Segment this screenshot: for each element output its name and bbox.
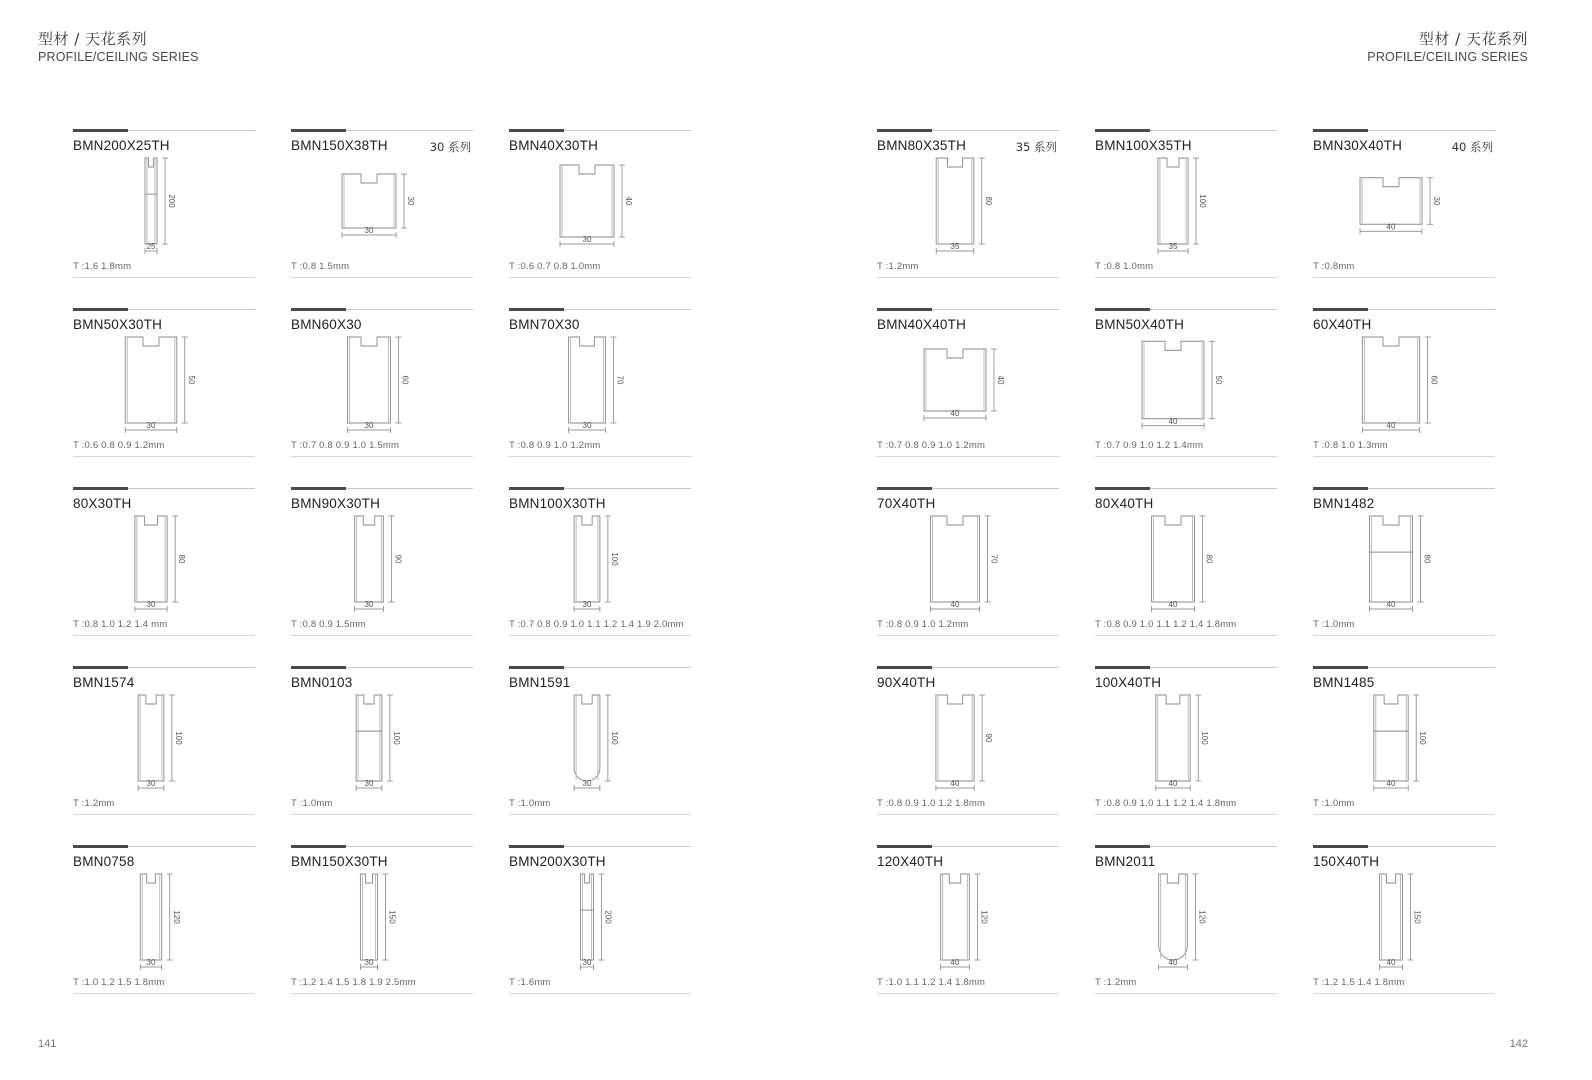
profile-cross-section-drawing — [877, 514, 1059, 618]
profile-code: BMN200X30TH — [509, 854, 606, 869]
height-dimension-label: 120 — [171, 910, 181, 924]
card-bottom-rule — [1313, 814, 1495, 815]
profile-cross-section-drawing — [1313, 514, 1495, 618]
profile-code: BMN90X30TH — [291, 496, 381, 511]
height-dimension-label: 100 — [1418, 731, 1428, 745]
thickness-spec: T :1.2mm — [73, 798, 115, 809]
height-dimension-label: 80 — [1204, 554, 1214, 564]
card-top-accent — [1313, 129, 1368, 132]
profile-card — [291, 488, 473, 636]
card-top-accent — [877, 845, 932, 848]
height-dimension-label: 100 — [173, 731, 183, 745]
thickness-spec: T :1.0 1.1 1.2 1.4 1.8mm — [877, 977, 986, 988]
width-dimension-label: 30 — [146, 779, 156, 788]
card-bottom-rule — [1313, 635, 1495, 636]
height-dimension-label: 30 — [406, 196, 415, 206]
thickness-spec: T :1.0 1.2 1.5 1.8mm — [73, 977, 165, 988]
thickness-spec: T :0.8 1.0mm — [1095, 261, 1154, 272]
profile-card — [1313, 309, 1495, 457]
profile-code: BMN1485 — [1313, 675, 1375, 690]
profile-outline — [342, 174, 396, 228]
width-dimension-label: 40 — [950, 958, 960, 967]
height-dimension-label: 100 — [609, 552, 619, 566]
thickness-spec: T :0.6 0.8 0.9 1.2mm — [73, 440, 165, 451]
thickness-spec: T :1.0mm — [1313, 619, 1355, 630]
width-dimension-label: 40 — [1386, 958, 1396, 967]
profile-cross-section-drawing — [1313, 156, 1495, 260]
card-top-accent — [73, 845, 128, 848]
height-dimension-label: 30 — [1432, 196, 1441, 206]
card-bottom-rule — [291, 814, 473, 815]
profile-card — [73, 846, 255, 994]
card-bottom-rule — [877, 277, 1059, 278]
profile-outline — [348, 337, 391, 423]
profile-outline — [1360, 178, 1422, 225]
header-title-en: PROFILE/CEILING SERIES — [38, 50, 199, 64]
profile-card — [291, 309, 473, 457]
width-dimension-label: 40 — [1386, 779, 1396, 788]
width-dimension-label: 30 — [364, 779, 374, 788]
card-bottom-rule — [877, 814, 1059, 815]
profile-outline — [574, 695, 600, 781]
thickness-spec: T :0.8 0.9 1.0 1.2mm — [877, 619, 969, 630]
profile-code: BMN60X30 — [291, 317, 362, 332]
width-dimension-label: 30 — [364, 421, 374, 430]
profile-cross-section-drawing — [509, 514, 691, 618]
card-top-accent — [291, 129, 346, 132]
profile-outline — [574, 516, 600, 602]
thickness-spec: T :1.0mm — [509, 798, 551, 809]
profile-cross-section-drawing — [1313, 693, 1495, 797]
width-dimension-label: 30 — [146, 600, 156, 609]
profile-code: 60X40TH — [1313, 317, 1372, 332]
thickness-spec: T :0.8 1.0 1.3mm — [1313, 440, 1388, 451]
card-top-accent — [291, 845, 346, 848]
profile-card — [877, 309, 1059, 457]
height-dimension-label: 50 — [1214, 375, 1223, 385]
profile-cross-section-drawing — [73, 872, 255, 976]
card-top-accent — [877, 487, 932, 490]
profile-code: BMN30X40TH — [1313, 138, 1403, 153]
profile-outline — [924, 349, 986, 411]
card-top-accent — [1313, 308, 1368, 311]
profile-outline — [1380, 874, 1403, 960]
profile-code: BMN1591 — [509, 675, 571, 690]
width-dimension-label: 30 — [582, 958, 592, 967]
height-dimension-label: 200 — [603, 910, 613, 924]
profile-cross-section-drawing — [1313, 335, 1495, 439]
height-dimension-label: 50 — [186, 375, 196, 385]
height-dimension-label: 150 — [1412, 910, 1422, 924]
profile-outline — [936, 695, 974, 781]
profile-card — [509, 846, 691, 994]
thickness-spec: T :0.7 0.9 1.0 1.2 1.4mm — [1095, 440, 1204, 451]
height-dimension-label: 90 — [393, 554, 403, 564]
profile-cross-section-drawing — [877, 872, 1059, 976]
height-dimension-label: 100 — [1198, 194, 1208, 208]
profile-outline — [941, 874, 970, 960]
thickness-spec: T :0.8 0.9 1.0 1.2mm — [509, 440, 601, 451]
thickness-spec: T :0.8 0.9 1.0 1.2 1.8mm — [877, 798, 986, 809]
profile-outline — [1156, 695, 1190, 781]
thickness-spec: T :0.8 1.5mm — [291, 261, 350, 272]
profile-card — [73, 667, 255, 815]
profile-code: BMN150X38TH — [291, 138, 388, 153]
profile-cross-section-drawing — [1095, 335, 1277, 439]
thickness-spec: T :1.0mm — [291, 798, 333, 809]
card-top-accent — [509, 845, 564, 848]
card-top-accent — [877, 129, 932, 132]
thickness-spec: T :0.6 0.7 0.8 1.0mm — [509, 261, 601, 272]
profile-cross-section-drawing — [291, 693, 473, 797]
card-bottom-rule — [291, 635, 473, 636]
profile-outline — [1370, 516, 1413, 602]
width-dimension-label: 40 — [1386, 600, 1396, 609]
card-top-accent — [509, 666, 564, 669]
card-bottom-rule — [509, 456, 691, 457]
height-dimension-label: 80 — [1422, 554, 1432, 564]
header-title-en: PROFILE/CEILING SERIES — [1367, 50, 1528, 64]
profile-cross-section-drawing — [291, 156, 473, 260]
profile-code: 150X40TH — [1313, 854, 1380, 869]
profile-code: BMN100X35TH — [1095, 138, 1192, 153]
page-number: 141 — [38, 1038, 57, 1050]
profile-outline — [560, 165, 614, 237]
profile-code: BMN150X30TH — [291, 854, 388, 869]
profile-code: 80X30TH — [73, 496, 132, 511]
profile-outline — [355, 516, 384, 602]
height-dimension-label: 40 — [996, 375, 1005, 385]
thickness-spec: T :1.2mm — [877, 261, 919, 272]
profile-cross-section-drawing — [1095, 156, 1277, 260]
thickness-spec: T :0.8 0.9 1.0 1.1 1.2 1.4 1.8mm — [1095, 619, 1237, 630]
thickness-spec: T :0.7 0.8 0.9 1.0 1.2mm — [877, 440, 986, 451]
profile-cross-section-drawing — [73, 156, 255, 260]
profile-card — [877, 488, 1059, 636]
card-top-accent — [1095, 487, 1150, 490]
card-top-accent — [877, 308, 932, 311]
profile-outline — [125, 337, 177, 423]
height-dimension-label: 120 — [979, 910, 989, 924]
card-bottom-rule — [1313, 456, 1495, 457]
profile-outline — [356, 695, 382, 781]
card-bottom-rule — [877, 456, 1059, 457]
width-dimension-label: 30 — [364, 600, 374, 609]
thickness-spec: T :1.2 1.5 1.4 1.8mm — [1313, 977, 1405, 988]
card-top-accent — [1095, 129, 1150, 132]
page-header — [1367, 30, 1528, 65]
width-dimension-label: 40 — [950, 779, 960, 788]
height-dimension-label: 70 — [615, 375, 625, 385]
profile-card — [73, 130, 255, 278]
card-bottom-rule — [1313, 993, 1495, 994]
profile-code: BMN2011 — [1095, 854, 1156, 869]
card-top-accent — [1313, 487, 1368, 490]
profile-card — [509, 667, 691, 815]
profile-outline — [569, 337, 606, 423]
height-dimension-label: 70 — [989, 554, 999, 564]
thickness-spec: T :0.8 1.0 1.2 1.4 mm — [73, 619, 168, 630]
profile-code: BMN0758 — [73, 854, 135, 869]
width-dimension-label: 30 — [364, 226, 374, 235]
profile-outline — [1362, 337, 1419, 423]
width-dimension-label: 30 — [364, 958, 374, 967]
profile-card — [877, 667, 1059, 815]
thickness-spec: T :0.7 0.8 0.9 1.0 1.5mm — [291, 440, 400, 451]
profile-card — [509, 309, 691, 457]
card-bottom-rule — [1095, 635, 1277, 636]
profile-outline — [360, 874, 377, 960]
profile-cross-section-drawing — [1095, 514, 1277, 618]
width-dimension-label: 30 — [146, 958, 156, 967]
profile-code: BMN40X40TH — [877, 317, 967, 332]
profile-card — [291, 846, 473, 994]
height-dimension-label: 120 — [1197, 910, 1207, 924]
card-bottom-rule — [1313, 277, 1495, 278]
profile-cross-section-drawing — [877, 335, 1059, 439]
profile-card — [1095, 667, 1277, 815]
card-top-accent — [291, 308, 346, 311]
profile-card — [1313, 667, 1495, 815]
profile-card — [1095, 488, 1277, 636]
width-dimension-label: 40 — [1168, 958, 1178, 967]
card-top-accent — [291, 487, 346, 490]
thickness-spec: T :1.6mm — [509, 977, 551, 988]
height-dimension-label: 150 — [387, 910, 397, 924]
width-dimension-label: 40 — [1168, 416, 1178, 426]
profile-code: BMN1574 — [73, 675, 135, 690]
catalog-page-right — [796, 0, 1592, 1080]
series-tag: 30 系列 — [429, 140, 471, 154]
width-dimension-label: 30 — [146, 421, 156, 430]
profile-cross-section-drawing — [73, 514, 255, 618]
profile-card — [73, 309, 255, 457]
profile-outline — [1159, 874, 1188, 960]
card-top-accent — [1095, 308, 1150, 311]
profile-code: 90X40TH — [877, 675, 936, 690]
width-dimension-label: 40 — [950, 409, 960, 418]
width-dimension-label: 40 — [1168, 779, 1178, 788]
card-top-accent — [509, 129, 564, 132]
card-top-accent — [877, 666, 932, 669]
card-bottom-rule — [73, 635, 255, 636]
thickness-spec: T :1.2mm — [1095, 977, 1137, 988]
profile-outline — [140, 874, 162, 960]
card-bottom-rule — [291, 456, 473, 457]
height-dimension-label: 100 — [609, 731, 619, 745]
page-number: 142 — [1509, 1038, 1528, 1050]
profile-cross-section-drawing — [509, 872, 691, 976]
profile-card — [291, 130, 473, 278]
profile-card — [291, 667, 473, 815]
card-bottom-rule — [509, 635, 691, 636]
card-top-accent — [73, 487, 128, 490]
card-bottom-rule — [73, 456, 255, 457]
card-top-accent — [509, 487, 564, 490]
width-dimension-label: 40 — [1386, 222, 1396, 232]
profile-code: BMN40X30TH — [509, 138, 599, 153]
profile-cross-section-drawing — [73, 335, 255, 439]
profile-code: 120X40TH — [877, 854, 944, 869]
width-dimension-label: 40 — [950, 600, 960, 609]
profile-outline — [135, 516, 167, 602]
width-dimension-label: 30 — [582, 600, 592, 609]
height-dimension-label: 60 — [400, 375, 410, 385]
card-bottom-rule — [73, 277, 255, 278]
profile-outline — [936, 158, 974, 244]
thickness-spec: T :1.6 1.8mm — [73, 261, 132, 272]
profile-code: BMN50X40TH — [1095, 317, 1185, 332]
card-bottom-rule — [509, 993, 691, 994]
header-title-cn: 型材 / 天花系列 — [38, 30, 148, 48]
profile-code: BMN100X30TH — [509, 496, 606, 511]
profile-cross-section-drawing — [877, 156, 1059, 260]
card-bottom-rule — [509, 277, 691, 278]
profile-code: BMN50X30TH — [73, 317, 163, 332]
card-bottom-rule — [291, 277, 473, 278]
profile-outline — [1374, 695, 1408, 781]
profile-code: 100X40TH — [1095, 675, 1162, 690]
width-dimension-label: 40 — [1168, 600, 1178, 609]
thickness-spec: T :0.8 0.9 1.5mm — [291, 619, 366, 630]
card-bottom-rule — [1095, 456, 1277, 457]
width-dimension-label: 40 — [1386, 421, 1396, 430]
profile-cross-section-drawing — [1095, 693, 1277, 797]
profile-card — [1313, 488, 1495, 636]
height-dimension-label: 80 — [177, 554, 187, 564]
profile-outline — [1142, 341, 1204, 419]
profile-code: BMN200X25TH — [73, 138, 170, 153]
profile-cross-section-drawing — [1095, 872, 1277, 976]
card-bottom-rule — [73, 814, 255, 815]
card-bottom-rule — [877, 993, 1059, 994]
width-dimension-label: 35 — [950, 242, 960, 251]
profile-cross-section-drawing — [509, 156, 691, 260]
card-top-accent — [73, 129, 128, 132]
page-header — [38, 30, 199, 65]
card-top-accent — [1095, 666, 1150, 669]
card-top-accent — [1313, 845, 1368, 848]
series-tag: 35 系列 — [1015, 140, 1057, 154]
profile-cross-section-drawing — [291, 872, 473, 976]
width-dimension-label: 25 — [146, 242, 156, 251]
profile-code: 80X40TH — [1095, 496, 1154, 511]
height-dimension-label: 100 — [391, 731, 401, 745]
height-dimension-label: 40 — [624, 196, 633, 206]
profile-cross-section-drawing — [291, 514, 473, 618]
height-dimension-label: 200 — [167, 194, 176, 208]
profile-outline — [1158, 158, 1188, 244]
profile-card — [509, 130, 691, 278]
card-top-accent — [73, 308, 128, 311]
thickness-spec: T :0.8mm — [1313, 261, 1355, 272]
profile-cross-section-drawing — [1313, 872, 1495, 976]
thickness-spec: T :1.2 1.4 1.5 1.8 1.9 2.5mm — [291, 977, 416, 988]
profile-cross-section-drawing — [73, 693, 255, 797]
card-bottom-rule — [877, 635, 1059, 636]
card-bottom-rule — [73, 993, 255, 994]
profile-code: BMN1482 — [1313, 496, 1375, 511]
thickness-spec: T :0.7 0.8 0.9 1.0 1.1 1.2 1.4 1.9 2.0mm — [509, 619, 684, 630]
profile-card — [73, 488, 255, 636]
profile-cross-section-drawing — [291, 335, 473, 439]
profile-code: BMN0103 — [291, 675, 353, 690]
profile-card — [509, 488, 691, 636]
card-top-accent — [1095, 845, 1150, 848]
profile-outline — [1152, 516, 1195, 602]
card-bottom-rule — [1095, 814, 1277, 815]
profile-card — [1095, 130, 1277, 278]
card-bottom-rule — [1095, 277, 1277, 278]
card-top-accent — [1313, 666, 1368, 669]
height-dimension-label: 60 — [1429, 375, 1439, 385]
card-top-accent — [509, 308, 564, 311]
profile-cross-section-drawing — [877, 693, 1059, 797]
width-dimension-label: 30 — [582, 235, 592, 244]
header-title-cn: 型材 / 天花系列 — [1418, 30, 1528, 48]
profile-code: BMN80X35TH — [877, 138, 967, 153]
height-dimension-label: 80 — [983, 196, 993, 206]
height-dimension-label: 100 — [1200, 731, 1210, 745]
profile-outline — [930, 516, 979, 602]
width-dimension-label: 35 — [1168, 242, 1178, 251]
thickness-spec: T :1.0mm — [1313, 798, 1355, 809]
profile-card — [1313, 846, 1495, 994]
profile-card — [1313, 130, 1495, 278]
width-dimension-label: 30 — [582, 779, 592, 788]
card-bottom-rule — [1095, 993, 1277, 994]
profile-code: BMN70X30 — [509, 317, 580, 332]
card-bottom-rule — [291, 993, 473, 994]
thickness-spec: T :0.8 0.9 1.0 1.1 1.2 1.4 1.8mm — [1095, 798, 1237, 809]
series-tag: 40 系列 — [1451, 140, 1493, 154]
profile-card — [1095, 846, 1277, 994]
profile-card — [1095, 309, 1277, 457]
card-bottom-rule — [509, 814, 691, 815]
card-top-accent — [73, 666, 128, 669]
profile-cross-section-drawing — [509, 335, 691, 439]
profile-outline — [138, 695, 164, 781]
card-top-accent — [291, 666, 346, 669]
profile-card — [877, 846, 1059, 994]
profile-cross-section-drawing — [509, 693, 691, 797]
width-dimension-label: 30 — [582, 421, 592, 430]
profile-card — [877, 130, 1059, 278]
height-dimension-label: 90 — [984, 733, 994, 743]
profile-code: 70X40TH — [877, 496, 936, 511]
